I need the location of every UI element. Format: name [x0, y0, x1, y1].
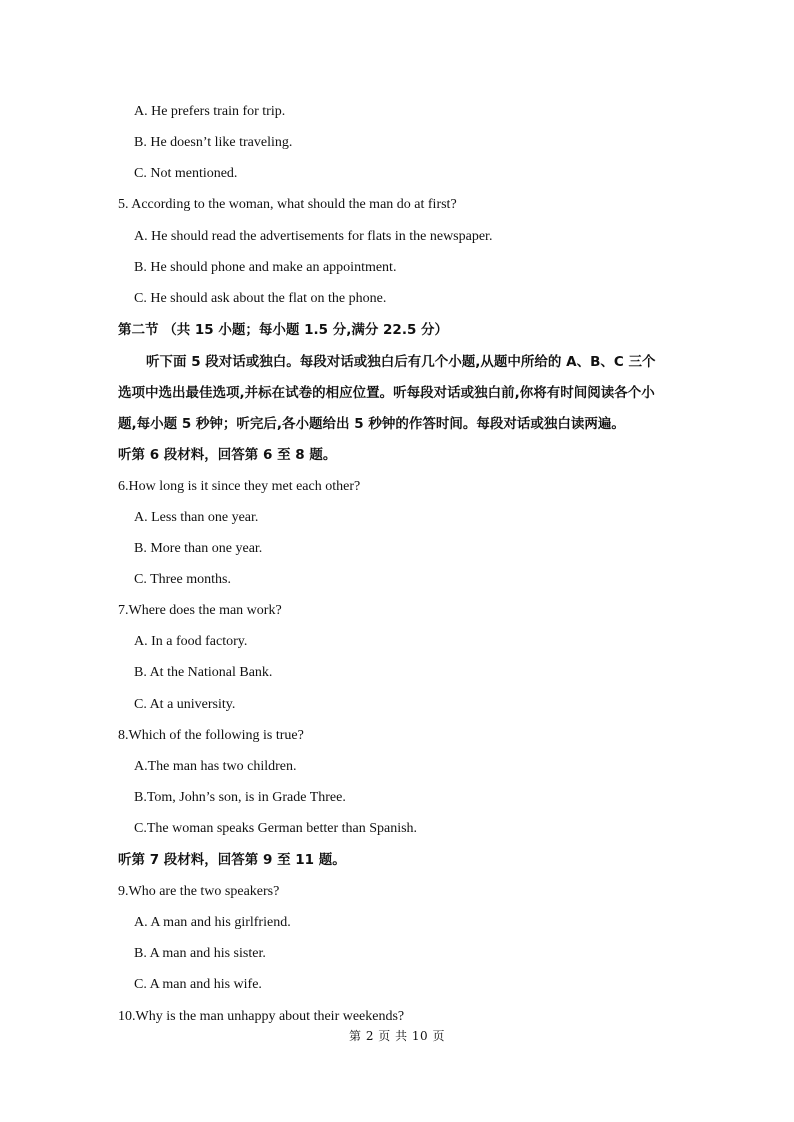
- option-5a: A. He should read the advertisements for flats in the newspaper.: [134, 229, 493, 244]
- option-7a: A. In a food factory.: [134, 634, 248, 649]
- option-9c: C. A man and his wife.: [134, 977, 262, 992]
- option-6c: C. Three months.: [134, 572, 231, 587]
- option-8b: B.Tom, John’s son, is in Grade Three.: [134, 790, 346, 805]
- option-7c: C. At a university.: [134, 697, 236, 712]
- section-heading: 第二节 （共 15 小题；每小题 1.5 分,满分 22.5 分）: [118, 322, 449, 338]
- page-number-footer: 第 2 页 共 10 页: [349, 1029, 445, 1043]
- option-4a: A. He prefers train for trip.: [134, 104, 286, 119]
- option-5c: C. He should ask about the flat on the phone.: [134, 291, 387, 306]
- option-4b: B. He doesn’t like traveling.: [134, 135, 293, 150]
- question-6: 6.How long is it since they met each other?: [118, 479, 361, 494]
- option-8a: A.The man has two children.: [134, 759, 297, 774]
- material-6-heading: 听第 6 段材料，回答第 6 至 8 题。: [118, 447, 337, 463]
- question-5: 5. According to the woman, what should the man do at first?: [118, 197, 457, 212]
- option-5b: B. He should phone and make an appointment.: [134, 260, 397, 275]
- option-9b: B. A man and his sister.: [134, 946, 266, 961]
- instructions-line-2: 选项中选出最佳选项,并标在试卷的相应位置。听每段对话或独白前,你将有时间阅读各个小: [118, 385, 655, 401]
- material-7-heading: 听第 7 段材料，回答第 9 至 11 题。: [118, 852, 346, 868]
- instructions-line-3: 题,每小题 5 秒钟；听完后,各小题给出 5 秒钟的作答时间。每段对话或独白读两遍。: [118, 416, 625, 432]
- question-9: 9.Who are the two speakers?: [118, 884, 280, 899]
- option-4c: C. Not mentioned.: [134, 166, 238, 181]
- option-8c: C.The woman speaks German better than Spanish.: [134, 821, 418, 836]
- option-9a: A. A man and his girlfriend.: [134, 915, 291, 930]
- instructions-line-1: 听下面 5 段对话或独白。每段对话或独白后有几个小题,从题中所给的 A、B、C 三个: [146, 354, 656, 370]
- question-10: 10.Why is the man unhappy about their weekends?: [118, 1009, 405, 1024]
- option-6a: A. Less than one year.: [134, 510, 259, 525]
- question-7: 7.Where does the man work?: [118, 603, 282, 618]
- option-6b: B. More than one year.: [134, 541, 263, 556]
- option-7b: B. At the National Bank.: [134, 665, 273, 680]
- question-8: 8.Which of the following is true?: [118, 728, 304, 743]
